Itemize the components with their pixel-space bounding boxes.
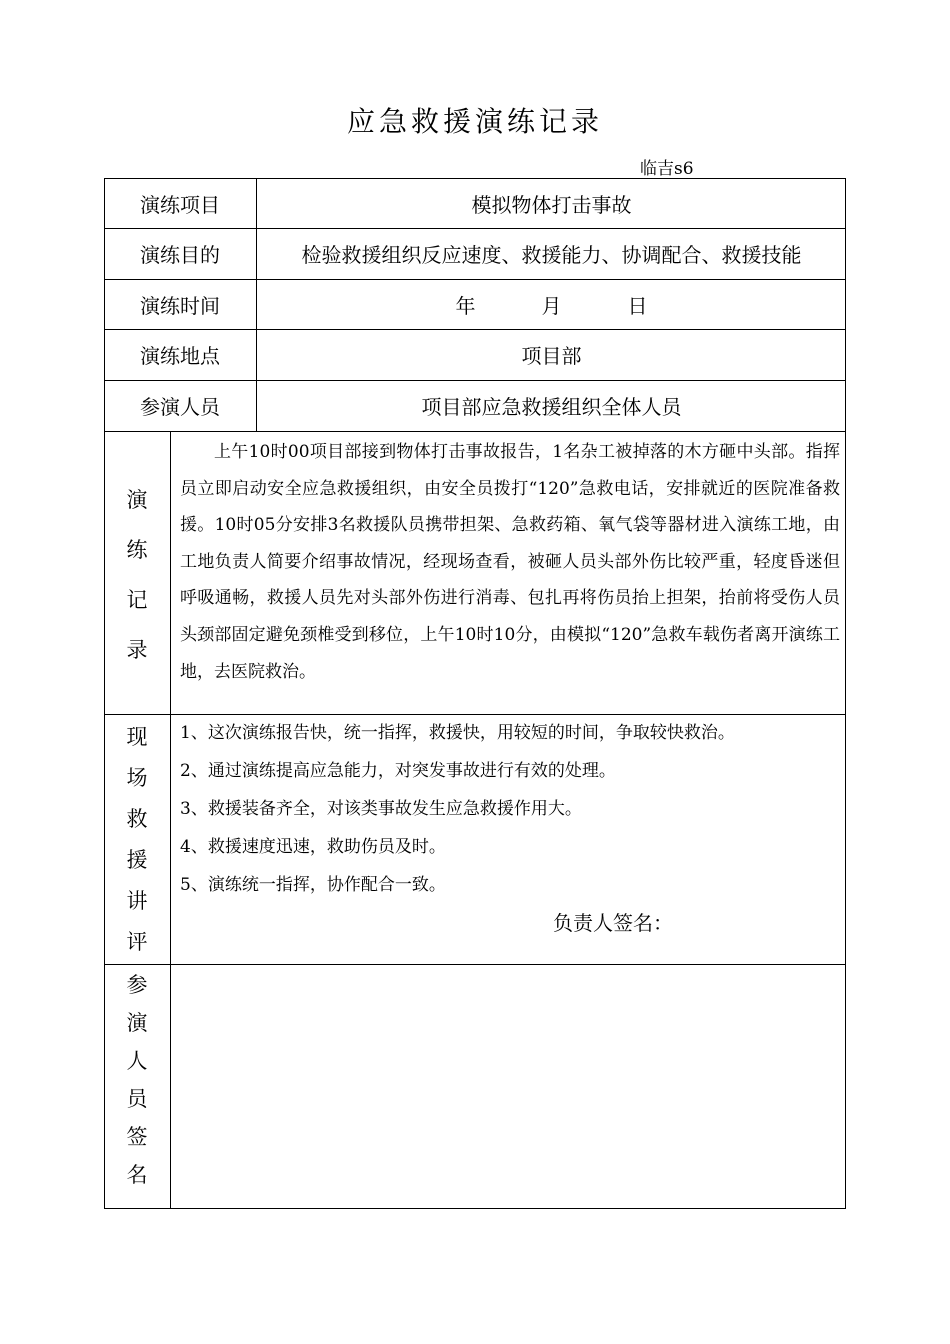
review-item: 1、这次演练报告快，统一指挥，救援快，用较短的时间，争取较快救治。 bbox=[180, 723, 735, 743]
review-item: 4、救援速度迅速，救助伤员及时。 bbox=[180, 837, 446, 857]
label-people: 参演人员 bbox=[140, 395, 220, 419]
document-title: 应急救援演练记录 bbox=[346, 105, 603, 138]
value-time bbox=[257, 279, 846, 329]
time-day: 日 bbox=[627, 293, 648, 318]
value-purpose: 检验救援组织反应速度、救援能力、协调配合、救援技能 bbox=[301, 243, 802, 267]
label-project: 演练项目 bbox=[140, 192, 220, 217]
label-signatures: 参 演 人 员 签 名 bbox=[126, 973, 148, 1187]
review-item: 2、通过演练提高应急能力，对突发事故进行有效的处理。 bbox=[180, 761, 616, 781]
review-item: 3、救援装备齐全，对该类事故发生应急救援作用大。 bbox=[180, 799, 582, 819]
label-record: 演 练 记 录 bbox=[126, 488, 148, 662]
label-time: 演练时间 bbox=[140, 293, 220, 318]
document-code: 临吉s6 bbox=[640, 159, 694, 179]
value-project: 模拟物体打击事故 bbox=[471, 192, 632, 217]
review-list bbox=[180, 714, 840, 904]
label-place: 演练地点 bbox=[140, 344, 220, 368]
value-people: 项目部应急救援组织全体人员 bbox=[421, 395, 682, 419]
label-purpose: 演练目的 bbox=[140, 243, 220, 267]
label-review: 现 场 救 援 讲 评 bbox=[126, 725, 148, 954]
record-text: 上午10时00项目部接到物体打击事故报告，1名杂工被掉落的木方砸中头部。指挥员立即启动安全应急救援组织，由安全员拨打“120”急救电话，安排就近的医院准备救援。10时05分安排3名救援队员携带担架、急救药箱、氧气袋等器材进入演练工地，由工地负责人简要介绍事故情况，经现场查看，被砸人员头部外伤比较严重，轻度昏迷但呼吸通畅，救援人员先对头部外伤进行消毒、包扎再将伤员抬上担架，抬前将受伤人员头颈部固定避免颈椎受到移位，上午10时10分，由模拟“120”急救车载伤者离开演练工地，去医院救治。 bbox=[180, 442, 840, 682]
time-year: 年 bbox=[455, 293, 476, 318]
signature-label: 负责人签名： bbox=[553, 911, 673, 935]
time-month: 月 bbox=[541, 293, 562, 318]
review-item: 5、演练统一指挥，协作配合一致。 bbox=[180, 875, 446, 895]
signature-area[interactable] bbox=[171, 965, 845, 1208]
value-place: 项目部 bbox=[521, 344, 582, 368]
